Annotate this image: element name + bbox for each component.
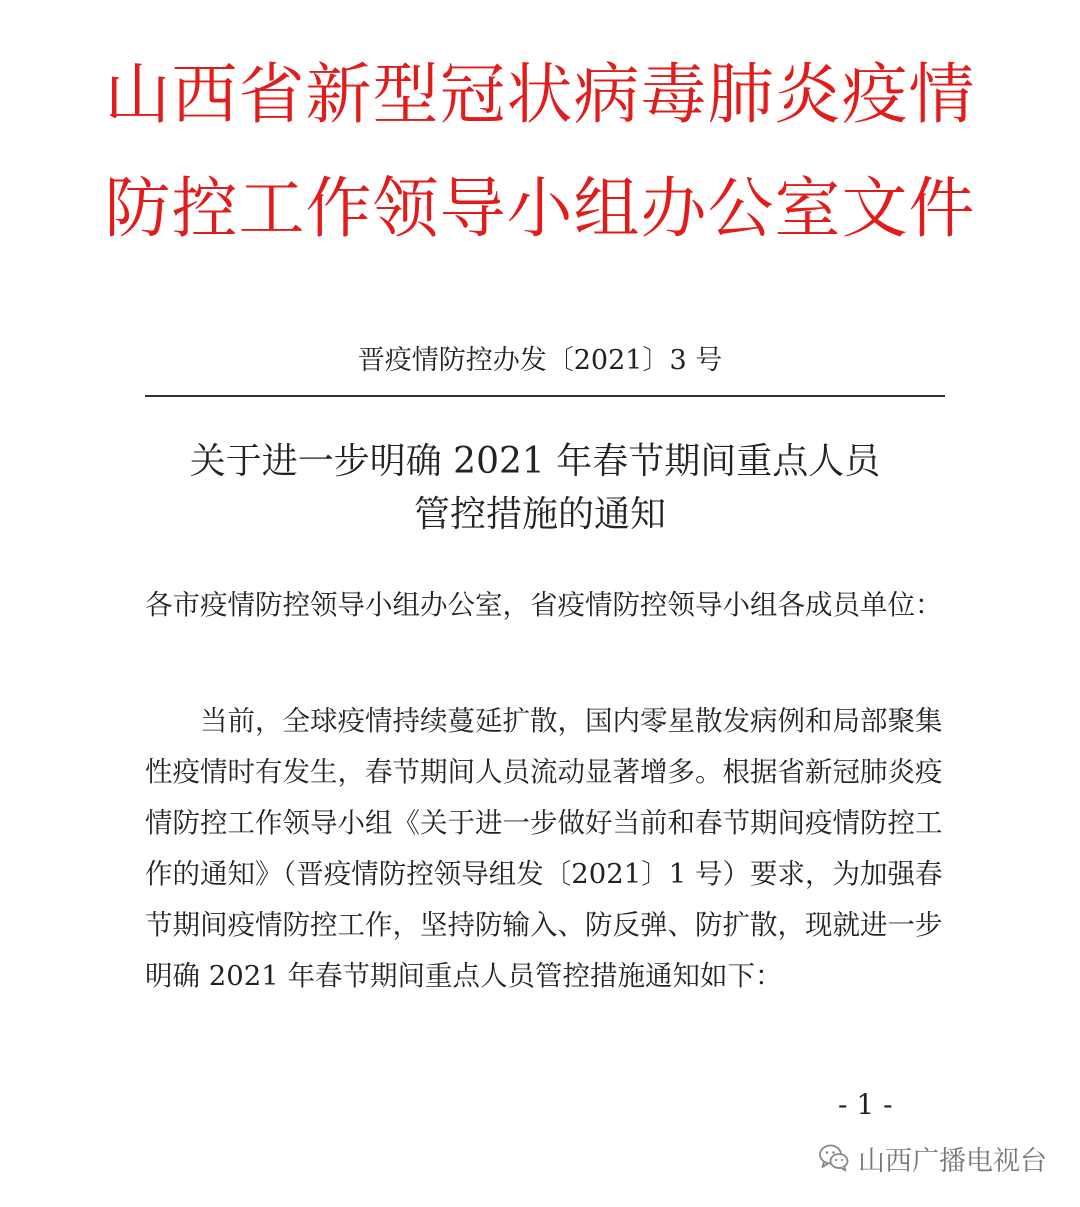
watermark [818, 1138, 1047, 1178]
wechat-icon [818, 1143, 850, 1173]
header-divider [145, 395, 945, 397]
document-number: 晋疫情防控办发〔2021〕3 号 [357, 345, 723, 376]
body-paragraph: 当前，全球疫情持续蔓延扩散，国内零星散发病例和局部聚集性疫情时有发生，春节期间人员流动显著增多。根据省新冠肺炎疫情防控工作领导小组《关于进一步做好当前和春节期间疫情防控工作的通知》（晋疫情防控领导组发〔2021〕1 号）要求，为加强春节期间疫情防控工作，坚持防输入、防反弹、防扩散，现就进一步明确 2021 年春节期间重点人员管控措施通知如下： [145, 705, 943, 992]
notice-title-line-2: 管控措施的通知 [413, 494, 666, 535]
page-number: - 1 - [838, 1088, 893, 1121]
notice-title-line-1: 关于进一步明确 2021 年春节期间重点人员 [189, 441, 881, 482]
salutation: 各市疫情防控领导小组办公室，省疫情防控领导小组各成员单位： [145, 589, 943, 621]
header-title-line-1: 山西省新型冠状病毒肺炎疫情 [104, 56, 976, 133]
watermark-text: 山西广播电视台 [858, 1145, 1047, 1177]
header-title-line-2: 防控工作领导小组办公室文件 [104, 170, 976, 247]
